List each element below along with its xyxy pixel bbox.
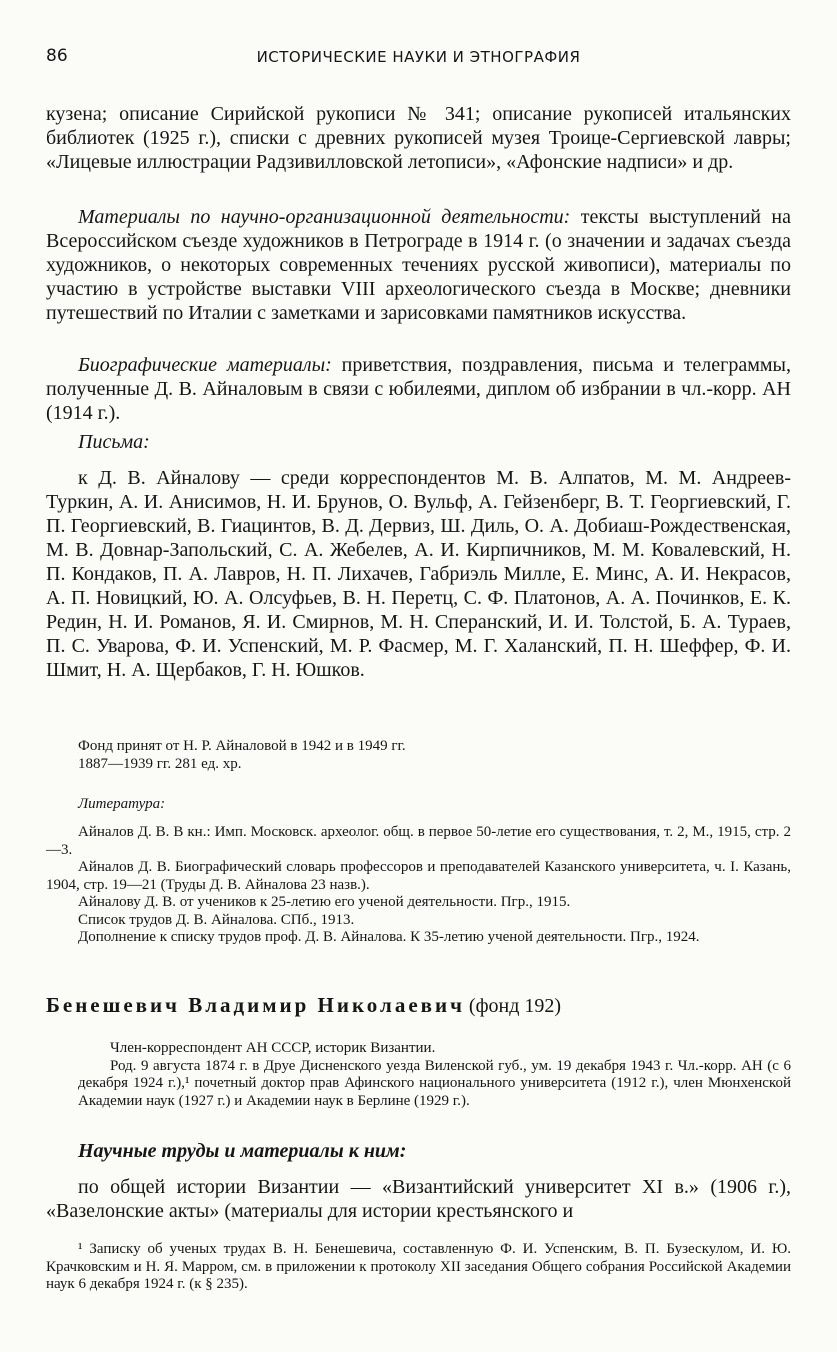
literature-item: Айналову Д. В. от учеников к 25-летию его ученой деятельности. Пгр., 1915. <box>78 894 571 910</box>
paragraph-label: Биографические материалы: <box>78 354 332 376</box>
page-number: 86 <box>46 46 68 66</box>
paragraph-text: тексты выступлений на Всероссийском съезде художников в Петрограде в 1914 г. (о значении и задачах съезда художников, о некоторых современных течениях русской живописи), материалы по участию в устройстве выставки VIII археологического съезда в Москве; дневники путешествий по Италии с заметками и зарисовками памятников искусства. <box>46 206 792 324</box>
letters-paragraph: к Д. В. Айналову — среди корреспондентов М. В. Алпатов, М. М. Андреев-Туркин, А. И. Анисимов, Н. И. Брунов, О. Вульф, А. Гейзенберг, В. Т. Георгиевский, Г. П. Георгиевский, В. Гиацинтов, В. Д. Дервиз, Ш. Диль, О. А. Добиаш-Рождественская, М. В. Довнар-Запольский, С. А. Жебелев, А. И. Кирпичников, М. М. Ковалевский, Н. П. Кондаков, П. А. Лавров, Н. П. Лихачев, Габриэль Милле, Е. Минс, А. И. Некрасов, А. П. Новицкий, Ю. А. Олсуфьев, В. Н. Перетц, С. Ф. Платонов, А. А. Починков, Е. К. Редин, Н. И. Романов, Я. И. Смирнов, М. Н. Сперанский, И. И. Толстой, Б. А. Тураев, П. С. Уварова, Ф. И. Успенский, М. Р. Фасмер, М. Г. Халанский, П. Н. Шеффер, Ф. И. Шмит, Н. А. Щербаков, Г. Н. Юшков. <box>46 467 791 681</box>
bio-line: Член-корреспондент АН СССР, историк Византии. <box>110 1040 436 1056</box>
paragraph-continued: кузена; описание Сирийской рукописи № 341; описание рукописей итальянских библиотек (1925 г.), списки с древних рукописей музея Троице-Сергиевской лавры; «Лицевые иллюстрации Радзивилловской летописи», «Афонские надписи» и др. <box>46 103 791 173</box>
literature-item: Список трудов Д. В. Айналова. СПб., 1913. <box>78 911 355 928</box>
page-header <box>46 46 791 70</box>
paragraph-label: Материалы по научно-организационной деятельности: <box>78 206 571 228</box>
fond-note-line: 1887—1939 гг. 281 ед. хр. <box>78 755 242 772</box>
footnote: ¹ Записку об ученых трудах В. Н. Бенешевича, составленную Ф. И. Успенским, В. П. Бузескулом, И. Ю. Крачковским и Н. Я. Марром, см. в приложении к протоколу XII заседания Общего собрания Российской Академии наук 6 декабря 1924 г. (к § 235). <box>46 1241 791 1292</box>
literature-item: Айналов Д. В. Биографический словарь профессоров и преподавателей Казанского университета, ч. I. Казань, 1904, стр. 19—21 (Труды Д. В. Айналова 23 назв.). <box>46 859 791 893</box>
works-paragraph: по общей истории Византии — «Византийский университет XI в.» (1906 г.), «Вазелонские акты» (материалы для истории крестьянского и <box>46 1176 791 1222</box>
literature-item: Айналов Д. В. В кн.: Имп. Московск. археолог. общ. в первое 50-летие его существования, т. 2, М., 1915, стр. 2—3. <box>46 824 791 858</box>
fond-note <box>46 738 791 773</box>
bio-paragraph: Род. 9 августа 1874 г. в Друе Дисненского уезда Виленской губ., ум. 19 декабря 1943 г. Чл.-корр. АН (с 6 декабря 1924 г.),¹ почетный доктор прав Афинского национального университета (1912 г.), член Мюнхенской Академии наук (1927 г.) и Академии наук в Берлине (1929 г.). <box>78 1057 791 1109</box>
works-label: Научные труды и материалы к ним: <box>78 1140 407 1162</box>
letters-label: Письма: <box>78 431 150 453</box>
paragraph-biographical <box>46 353 791 425</box>
paragraph-organizational <box>46 205 791 325</box>
fond-number: (фонд 192) <box>468 995 562 1017</box>
section-heading <box>46 993 791 1018</box>
literature-list <box>46 824 791 947</box>
literature-label: Литература: <box>78 796 166 812</box>
fond-note-line: Фонд принят от Н. Р. Айналовой в 1942 и в 1949 гг. <box>78 738 406 754</box>
bio-block <box>46 1040 791 1110</box>
literature-item: Дополнение к списку трудов проф. Д. В. Айналова. К 35-летию ученой деятельности. Пгр., 1924. <box>78 929 700 945</box>
running-title: ИСТОРИЧЕСКИЕ НАУКИ И ЭТНОГРАФИЯ <box>256 48 581 66</box>
person-name: Бенешевич Владимир Николаевич <box>46 993 465 1017</box>
paragraph-text: приветствия, поздравления, письма и телеграммы, полученные Д. В. Айналовым в связи с юбилеями, диплом об избрании в чл.-корр. АН (1914 г.). <box>46 354 791 424</box>
